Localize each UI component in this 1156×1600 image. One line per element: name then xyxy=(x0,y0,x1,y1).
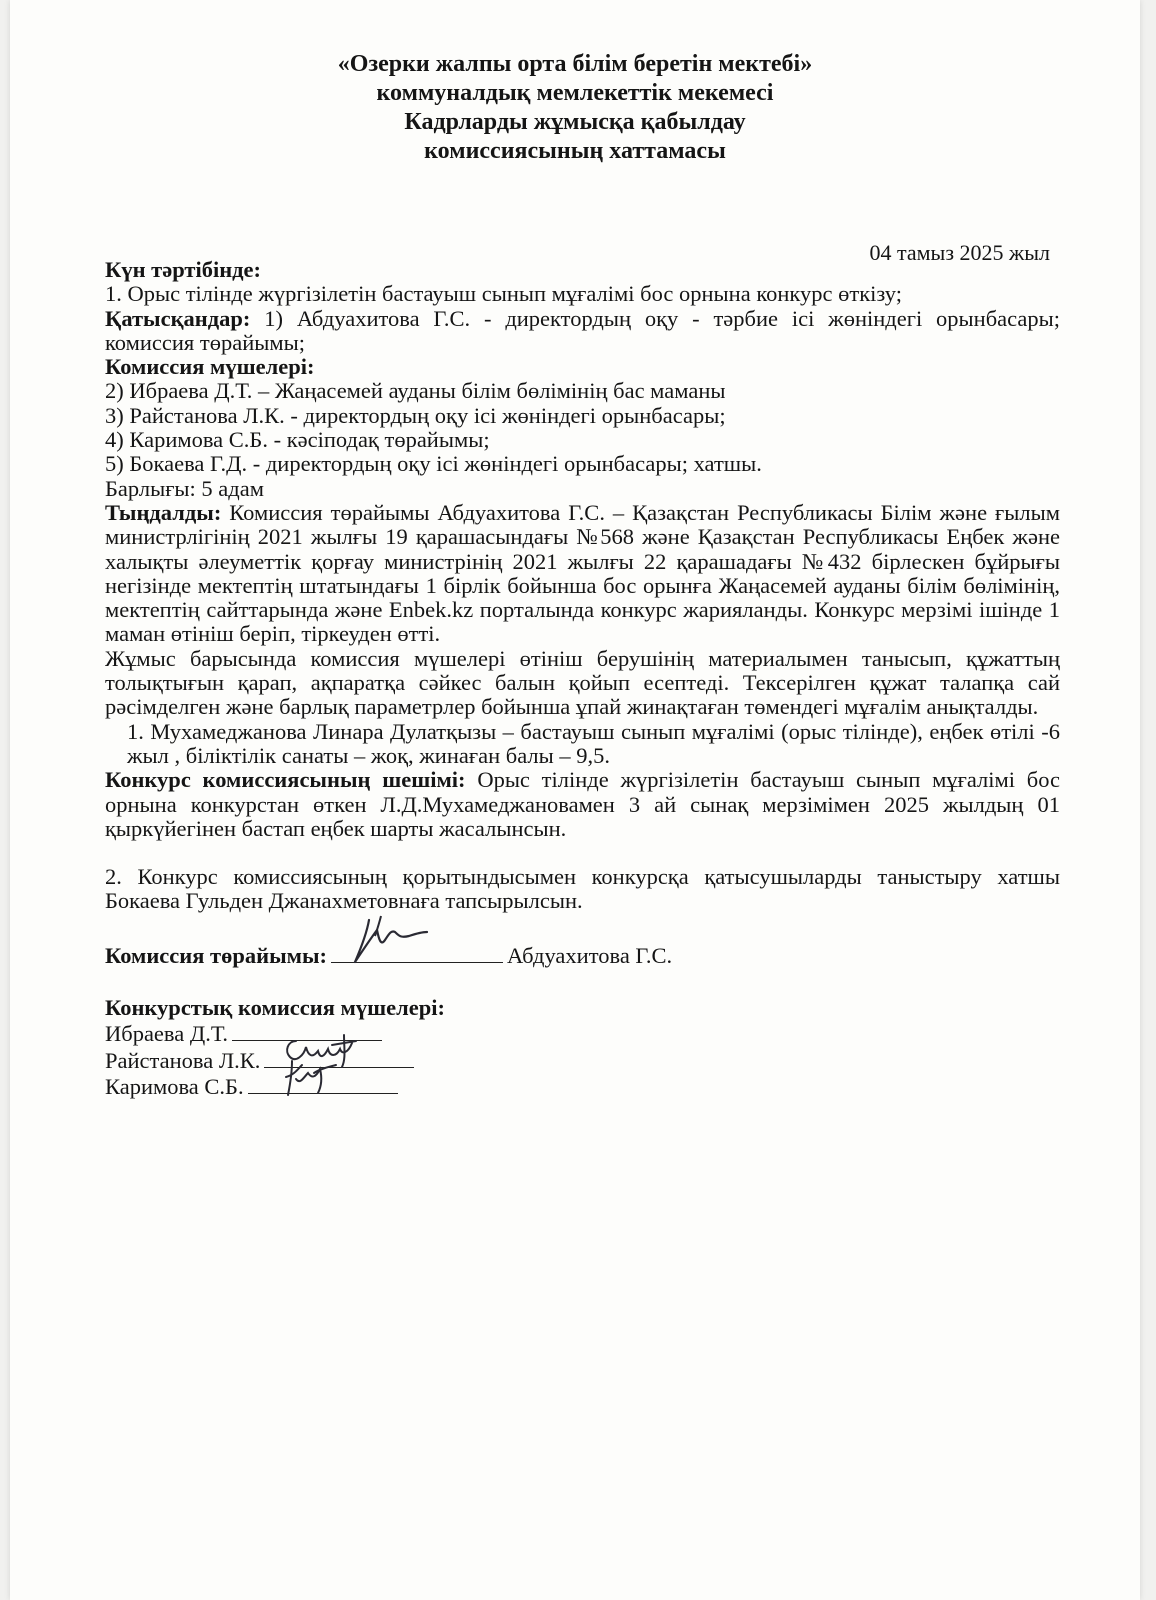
agenda-heading: Күн тәртібінде: xyxy=(105,257,262,282)
heard-label: Тыңдалды: xyxy=(105,499,222,525)
member-item-4: 4) Каримова С.Б. - кәсіподақ төрайымы; xyxy=(105,427,490,453)
document-body xyxy=(105,258,1060,1099)
heard-paragraph xyxy=(105,501,1060,647)
participants-paragraph xyxy=(105,307,1060,356)
member-sign-name-1: Ибраева Д.Т. xyxy=(105,1021,228,1047)
agenda-item-1: 1. Орыс тілінде жүргізілетін бастауыш сынып мұғалімі бос орнына конкурс өткізу; xyxy=(105,281,903,307)
member-item-5: 5) Бокаева Г.Д. - директордың оқу ісі жөніндегі орынбасары; хатшы. xyxy=(105,451,762,477)
member-sign-name-3: Каримова С.Б. xyxy=(105,1073,244,1099)
signature-karimova-icon xyxy=(258,1055,354,1099)
document-date: 04 тамыз 2025 жыл xyxy=(869,240,1050,265)
member-sign-row-2 xyxy=(105,1047,1060,1073)
member-sign-row-3 xyxy=(105,1073,1060,1099)
document-page xyxy=(10,0,1140,1600)
header-line-commission: Кадрларды жұмысқа қабылдау xyxy=(404,109,746,135)
members-heading: Комиссия мүшелері: xyxy=(105,354,315,380)
decision-paragraph xyxy=(105,768,1060,841)
participants-label: Қатысқандар: xyxy=(105,305,251,331)
member-item-3: 3) Райстанова Л.К. - директордың оқу ісі жөніндегі орынбасары; xyxy=(105,402,726,428)
member-item-2: 2) Ибраева Д.Т. – Жаңасемей ауданы білім бөлімінің бас маманы xyxy=(105,378,726,404)
signature-chair-icon xyxy=(341,910,431,968)
header-line-school: «Озерки жалпы орта білім беретін мектебі» xyxy=(337,51,813,77)
document-header xyxy=(10,50,1140,166)
work-paragraph: Жұмыс барысында комиссия мүшелері өтініш берушінің материалымен танысып, құжаттың толықтығын қарап, ақпаратқа сәйкес балын қойып есептеді. Тексерілген құжат талапқа сай рәсімделген және барлық параметрлер бойынша ұпай жинақтаған төмендегі мұғалім анықталды. xyxy=(105,645,1060,720)
member-sign-row-1 xyxy=(105,1020,1060,1046)
header-line-institution: коммуналдық мемлекеттік мекемесі xyxy=(376,80,774,106)
chair-signature-row xyxy=(105,942,1060,968)
member-sign-line-3 xyxy=(248,1073,398,1094)
members-total: Барлығы: 5 адам xyxy=(105,475,264,501)
decision-text: Орыс тілінде жүргізілетін бастауыш сынып мұғалімі бос орнына конкурстан өткен Л.Д.Мухамеджановамен 3 ай сынақ мерзімімен 2025 жылдың 01 қыркүйегінен бастап еңбек шарты жасалынсын. xyxy=(105,767,1060,841)
chair-label: Комиссия төрайымы: xyxy=(105,942,328,968)
item-2-paragraph: 2. Конкурс комиссиясының қорытындысымен конкурсқа қатысушыларды таныстыру хатшы Бокаева Гульден Джанахметовнаға тапсырылсын. xyxy=(105,864,1060,914)
chair-name: Абдуахитова Г.С. xyxy=(507,942,673,968)
chair-signature-line xyxy=(331,942,503,963)
header-line-protocol: комиссиясының хаттамасы xyxy=(424,138,726,164)
candidate-paragraph: 1. Мухамеджанова Линара Дулатқызы – бастауыш сынып мұғалімі (орыс тілінде), еңбек өтілі -6 жыл , біліктілік санаты – жоқ, жинаған балы – 9,5. xyxy=(127,718,1060,768)
member-sign-name-2: Райстанова Л.К. xyxy=(105,1047,261,1073)
decision-label: Конкурс комиссиясының шешімі: xyxy=(105,767,466,793)
participants-text: 1) Абдуахитова Г.С. - директордың оқу - тәрбие ісі жөніндегі орынбасары; комиссия төрайымы; xyxy=(105,305,1060,355)
members-sign-heading: Конкурстық комиссия мүшелері: xyxy=(105,995,445,1021)
heard-text: Комиссия төрайымы Абдуахитова Г.С. – Қазақстан Республикасы Білім және ғылым министрлігінің 2021 жылғы 19 қарашасындағы №568 және Қазақстан Республикасы Еңбек және халықты әлеуметтік қорғау министрінің 2021 жылғы 22 қарашадағы №432 бірлескен бұйрығы негізінде мектептің штатындағы 1 бірлік бойынша бос орынға Жаңасемей ауданы білім бөлімінің, мектептің сайттарында және Enbek.kz порталында конкурс жарияланды. Конкурс мерзімі ішінде 1 маман өтініш беріп, тіркеуден өтті. xyxy=(105,499,1060,647)
